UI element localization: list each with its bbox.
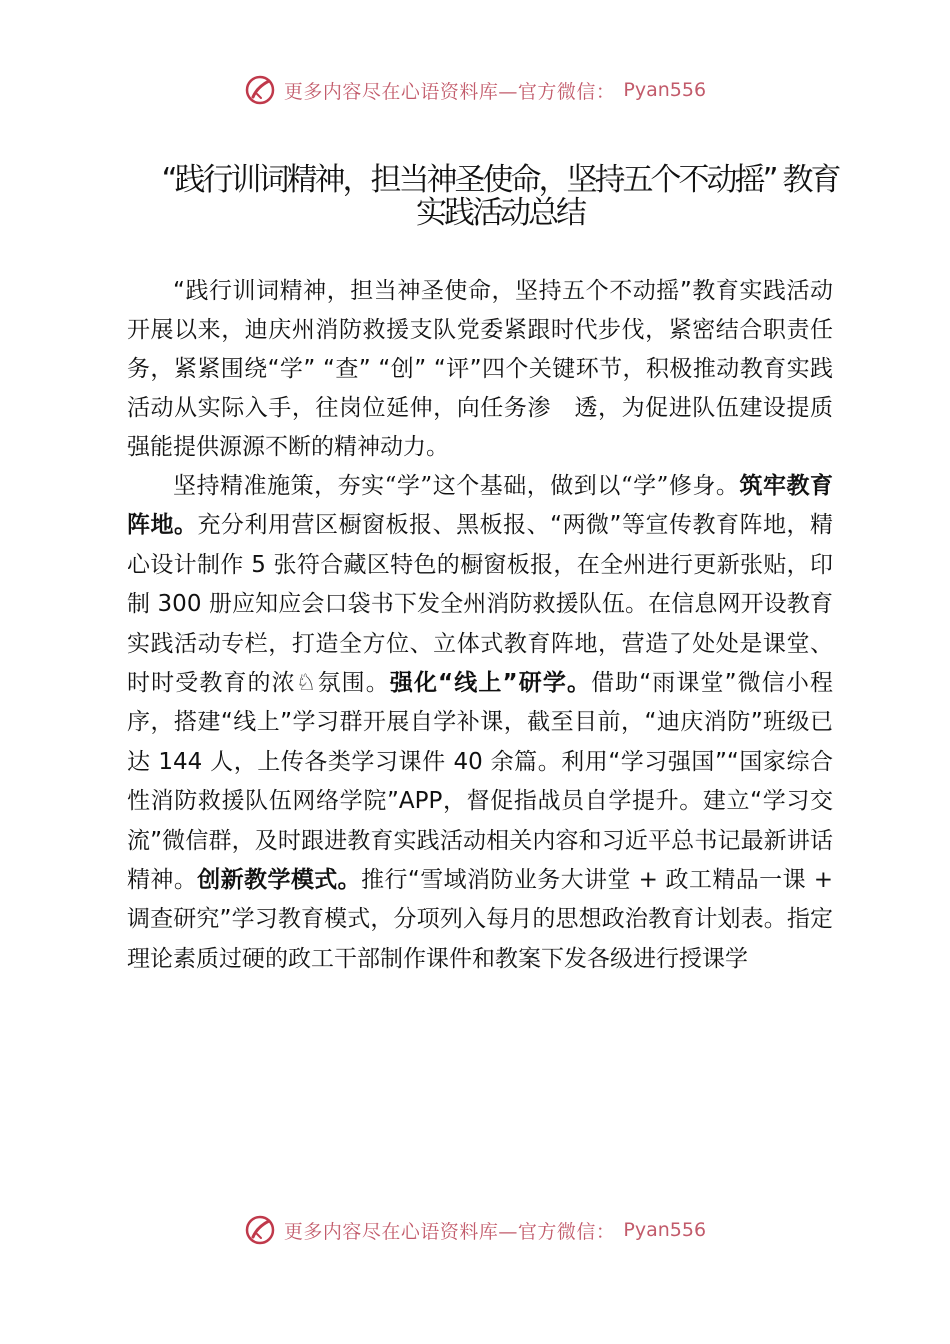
section-text-education-position: 充分利用营区橱窗板报、黑板报、“两微”等宣传教育阵地，精心设计制作 5 张符合藏区特色的橱窗板报，在全州进行更新张贴，印制 300 册应知应会口袋书下发全州消防救援队伍。在信息网开设教育实践活动专栏，打造全方位、立体式教育阵地，营造了处处是课堂、时时受教育的浓♘氛围。 [127,512,833,697]
watermark-banner-top [0,74,950,106]
section-heading-teaching-mode: 创新教学模式。 [197,867,362,894]
watermark-text: 更多内容尽在心语资料库—官方微信： [283,1220,616,1243]
section-heading-online-study: 强化“线上”研学。 [389,670,592,697]
section-text-teaching-mode: 推行“雪域消防业务大讲堂 + 政工精品一课 + 调查研究”学习教育模式，分项列入每月的思想政治教育计划表。指定理论素质过硬的政工干部制作课件和教案下发各级进行授课学 [127,867,833,972]
document-title: “践行训词精神，担当神圣使命，坚持五个不动摇” 教育实践活动总结 [161,162,839,231]
paragraph-lead: 坚持精准施策，夯实“学”这个基础，做到以“学”修身。 [173,473,740,499]
watermark-banner-bottom [0,1214,950,1246]
document-body [127,272,833,979]
watermark-text: 更多内容尽在心语资料库—官方微信： [283,80,616,103]
study-paragraph [127,467,833,979]
watermark-wechat-id: Pyan556 [623,79,707,101]
section-heading-education-position: 筑牢教育阵地。 [127,473,833,539]
section-text-online-study: 借助“雨课堂”微信小程序，搭建“线上”学习群开展自学补课，截至目前，“迪庆消防”班级已达 144 人，上传各类学习课件 40 余篇。利用“学习强国”“国家综合性消防救援队伍网络学院”APP，督促指战员自学提升。建立“学习交流”微信群，及时跟进教育实践活动相关内容和习近平总书记最新讲话精神。 [127,670,833,894]
watermark-wechat-id: Pyan556 [623,1219,707,1241]
intro-paragraph: “践行训词精神，担当神圣使命，坚持五个不动摇”教育实践活动开展以来，迪庆州消防救援支队党委紧跟时代步伐，紧密结合职责任务，紧紧围绕“学” “查” “创” “评”四个关键环节，积极推动教育实践活动从实际入手，往岗位延伸，向任务渗 透，为促进队伍建设提质强能提供源源不断的精神动力。 [127,278,833,460]
brush-logo-icon [244,1214,276,1246]
brush-logo-icon [244,74,276,106]
